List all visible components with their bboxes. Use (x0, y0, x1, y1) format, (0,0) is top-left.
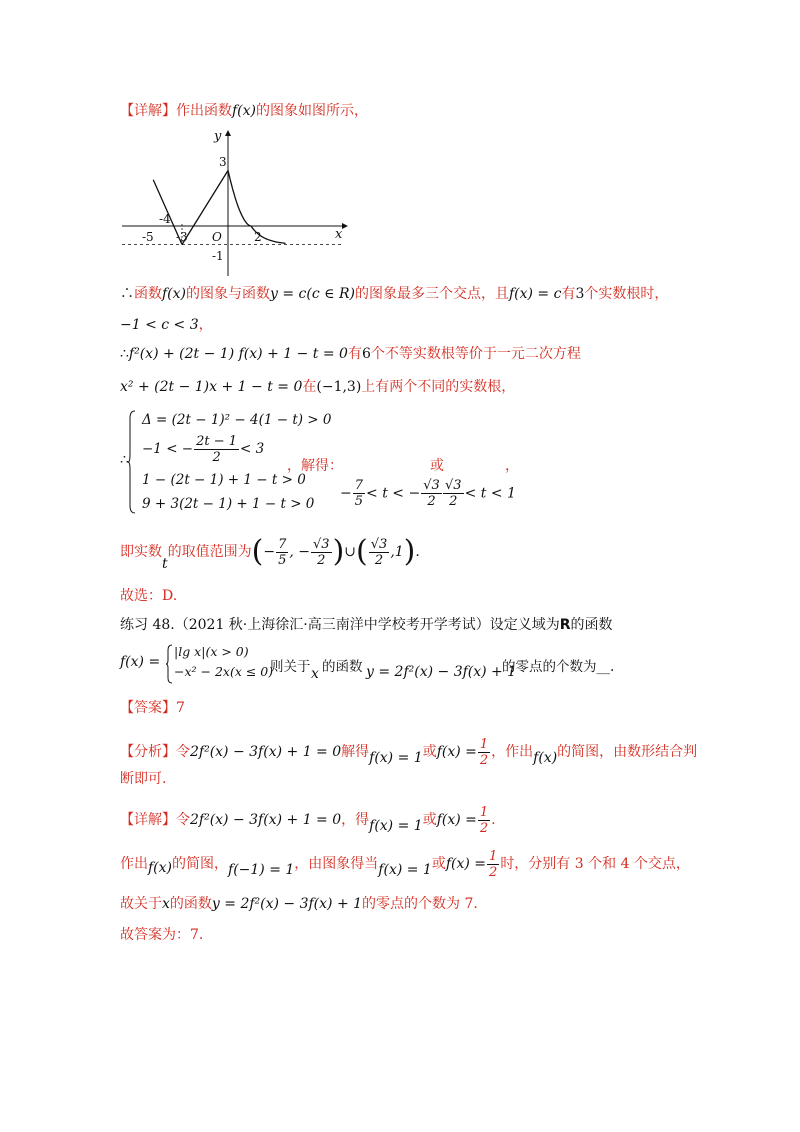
comma: ， (505, 458, 519, 474)
denominator: 2 (479, 820, 489, 836)
detail-tag: 【详解】 (120, 812, 176, 828)
detail-line-2 (120, 846, 690, 882)
c-range-line (120, 314, 213, 336)
text: −1 < − (142, 441, 194, 457)
math: 3 (575, 286, 585, 302)
graph-segment-3 (228, 171, 251, 227)
math: −x² − 2x(x ≤ 0) (174, 664, 274, 679)
text: 故关于 (120, 896, 162, 912)
math: f(x) = (436, 812, 477, 828)
numerator: 1 (479, 804, 489, 820)
interval-expression: (− $\frac{7}{5}$ , − $\frac{√3}{2}$ )∪( $\frac{√3}{2}$ ,1). (251, 534, 420, 569)
text: . (415, 544, 420, 560)
intersection-line (120, 283, 668, 305)
text: 函数 (134, 286, 162, 302)
therefore-symbol: ∴ (120, 452, 129, 468)
numerator: √3 (313, 536, 330, 552)
text: ，得 (341, 812, 370, 828)
math: f(x) = (445, 856, 487, 872)
fraction (276, 537, 288, 568)
text: 的简图， (172, 856, 229, 872)
denominator: 2 (489, 864, 498, 880)
answer-value: 7 (176, 700, 185, 716)
numerator: √3 (370, 536, 388, 552)
math: x² + (2t − 1)x + 1 − t = 0 (120, 379, 303, 395)
text: < t < − (366, 485, 421, 502)
text: 的函数 (169, 896, 212, 912)
math: f²(x) + (2t − 1) f(x) + 1 − t = 0 (128, 346, 348, 362)
text: 令 (176, 812, 190, 828)
text: 令 (176, 744, 190, 760)
text: 个实数根时， (584, 286, 669, 302)
text: 有 (561, 286, 576, 302)
tick-2: 2 (254, 230, 262, 244)
y-axis-label: y (214, 129, 222, 144)
quadratic-line (120, 376, 515, 398)
fraction (443, 478, 464, 509)
text: ，由图象得当 (294, 856, 379, 872)
tick-neg4: -4 (159, 212, 171, 226)
text: 即实数 (120, 544, 162, 560)
text: 的零点的个数为 7. (362, 896, 478, 912)
numerator: 7 (354, 478, 364, 493)
denominator: 2 (427, 494, 436, 509)
denominator: 5 (278, 552, 287, 568)
text: 的函数 (322, 659, 363, 675)
math: f(x) (162, 286, 187, 302)
brace-icon (128, 410, 136, 514)
fraction (421, 478, 442, 509)
numerator: √3 (423, 478, 440, 493)
text: 则关于 (270, 659, 311, 675)
text: 解得 (341, 744, 370, 760)
text: 有 (347, 346, 362, 362)
tick-3: 3 (219, 155, 227, 169)
tick-neg3: -3 (176, 230, 188, 244)
answer-tag: 【答案】 (120, 700, 176, 716)
fraction (478, 737, 490, 768)
text: 的函数 (570, 617, 613, 633)
math: f(x) = (436, 744, 477, 760)
origin-label: O (212, 230, 222, 244)
text: 的图象最多三个交点，且 (354, 286, 509, 302)
math: (−1,3) (316, 379, 362, 395)
text: 上有两个不同的实数根， (361, 379, 516, 395)
system-row-1: Δ = (2t − 1)² − 4(1 − t) > 0 (142, 412, 332, 428)
text: . (491, 812, 496, 828)
union-symbol: ∪ (344, 544, 357, 560)
numerator: √3 (445, 478, 462, 493)
x-axis-arrow-icon (342, 223, 348, 229)
tick-neg5: -5 (142, 230, 154, 244)
tick-neg1: -1 (212, 249, 224, 263)
text: 或 (422, 744, 437, 760)
range-line (120, 532, 420, 572)
detail-intro-line (120, 100, 368, 122)
math: x (311, 666, 319, 682)
numerator: 7 (278, 536, 287, 552)
text: < 3 (240, 441, 265, 457)
fraction (478, 805, 490, 836)
therefore-symbol: ∴ (120, 346, 129, 362)
fraction (311, 537, 332, 568)
text: 在 (302, 379, 317, 395)
conclusion-line (120, 893, 478, 915)
math: f(x) = 1 (369, 818, 423, 834)
denominator: 2 (479, 752, 489, 768)
detail-text: 的图象如图所示， (256, 103, 369, 119)
exercise-source: （2021 秋·上海徐汇·高三南洋中学校考开学考试）设定义域为 (174, 617, 560, 633)
text: 或 (431, 856, 446, 872)
denominator: 5 (354, 494, 364, 509)
math: f(x) = 1 (378, 862, 432, 878)
exercise-label: 练习 48. (120, 617, 175, 633)
math: t (162, 556, 168, 572)
math: f(x) (533, 750, 558, 766)
text: 作出 (120, 856, 148, 872)
text: ,1 (390, 544, 404, 560)
math: y = 2f²(x) − 3f(x) + 1 (211, 896, 363, 912)
solution-interval-1 (340, 478, 443, 509)
text: 或 (422, 812, 437, 828)
answer-line (120, 697, 185, 719)
math: f(x) = 1 (369, 750, 423, 766)
function-graph (118, 128, 350, 280)
detail-text: 作出函数 (176, 103, 232, 119)
fraction (194, 434, 239, 465)
math: −1 < c < 3 (120, 317, 199, 333)
denominator: 2 (317, 552, 326, 568)
math: 2f²(x) − 3f(x) + 1 = 0 (190, 744, 342, 760)
therefore-symbol: ∴ (120, 286, 134, 302)
system-row-2 (142, 434, 264, 465)
analysis-line (120, 734, 697, 770)
numerator: 1 (489, 848, 498, 864)
math: f(x) (148, 860, 173, 876)
y-axis-arrow-icon (225, 130, 231, 136)
text: ， (198, 317, 213, 333)
detail-line (120, 802, 496, 838)
denominator: 2 (449, 494, 458, 509)
exercise-48-header (120, 614, 612, 636)
system-row-3: 1 − (2t − 1) + 1 − t > 0 (142, 472, 306, 488)
fraction (487, 849, 499, 880)
text: − (263, 544, 276, 560)
math: f(x) = c (508, 286, 562, 302)
fraction (369, 537, 390, 568)
math: f(−1) = 1 (228, 862, 295, 878)
math: y = 2f²(x) − 3f(x) + 1 (366, 664, 517, 680)
text: 的简图，由数形结合判 (557, 744, 698, 760)
text: − (340, 485, 352, 502)
denominator: 2 (212, 450, 221, 465)
text: , − (289, 544, 311, 560)
math: |lg x|(x > 0) (174, 644, 249, 659)
math: 2f²(x) − 3f(x) + 1 = 0 (190, 812, 342, 828)
final-answer: 故答案为：7. (120, 927, 204, 943)
text: 时，分别有 3 个和 4 个交点， (500, 856, 690, 872)
math: f(x) = (120, 654, 161, 670)
x-axis-label: x (335, 227, 343, 242)
numerator: 1 (479, 736, 489, 752)
or-label: 或 (430, 458, 444, 474)
text: 个不等实数根等价于一元二次方程 (370, 346, 581, 362)
text: < t < 1 (464, 485, 516, 502)
solution-interval-2 (442, 478, 516, 509)
denominator: 2 (374, 552, 384, 568)
solve-label: ，解得： (287, 458, 343, 474)
text: 的图象与函数 (186, 286, 271, 302)
analysis-line-2: 断即可. (120, 771, 167, 787)
math: 6 (361, 346, 371, 362)
answer-choice: 故选：D. (120, 588, 178, 604)
text: ，作出 (491, 744, 534, 760)
real-set-symbol: R (559, 617, 571, 633)
fraction (353, 478, 365, 509)
analysis-tag: 【分析】 (120, 744, 176, 760)
system-row-4: 9 + 3(2t − 1) + 1 − t > 0 (142, 496, 315, 512)
brace-icon (166, 644, 173, 684)
text: 的零点的个数为__. (502, 659, 615, 675)
numerator: 2t − 1 (196, 434, 238, 449)
math-fx: f(x) (232, 103, 257, 119)
detail-tag: 【详解】 (120, 103, 176, 119)
equation-line (120, 343, 581, 365)
math: y = c(c ∈ R) (270, 286, 355, 302)
math: x (162, 896, 170, 912)
text: 的取值范围为 (167, 544, 252, 560)
